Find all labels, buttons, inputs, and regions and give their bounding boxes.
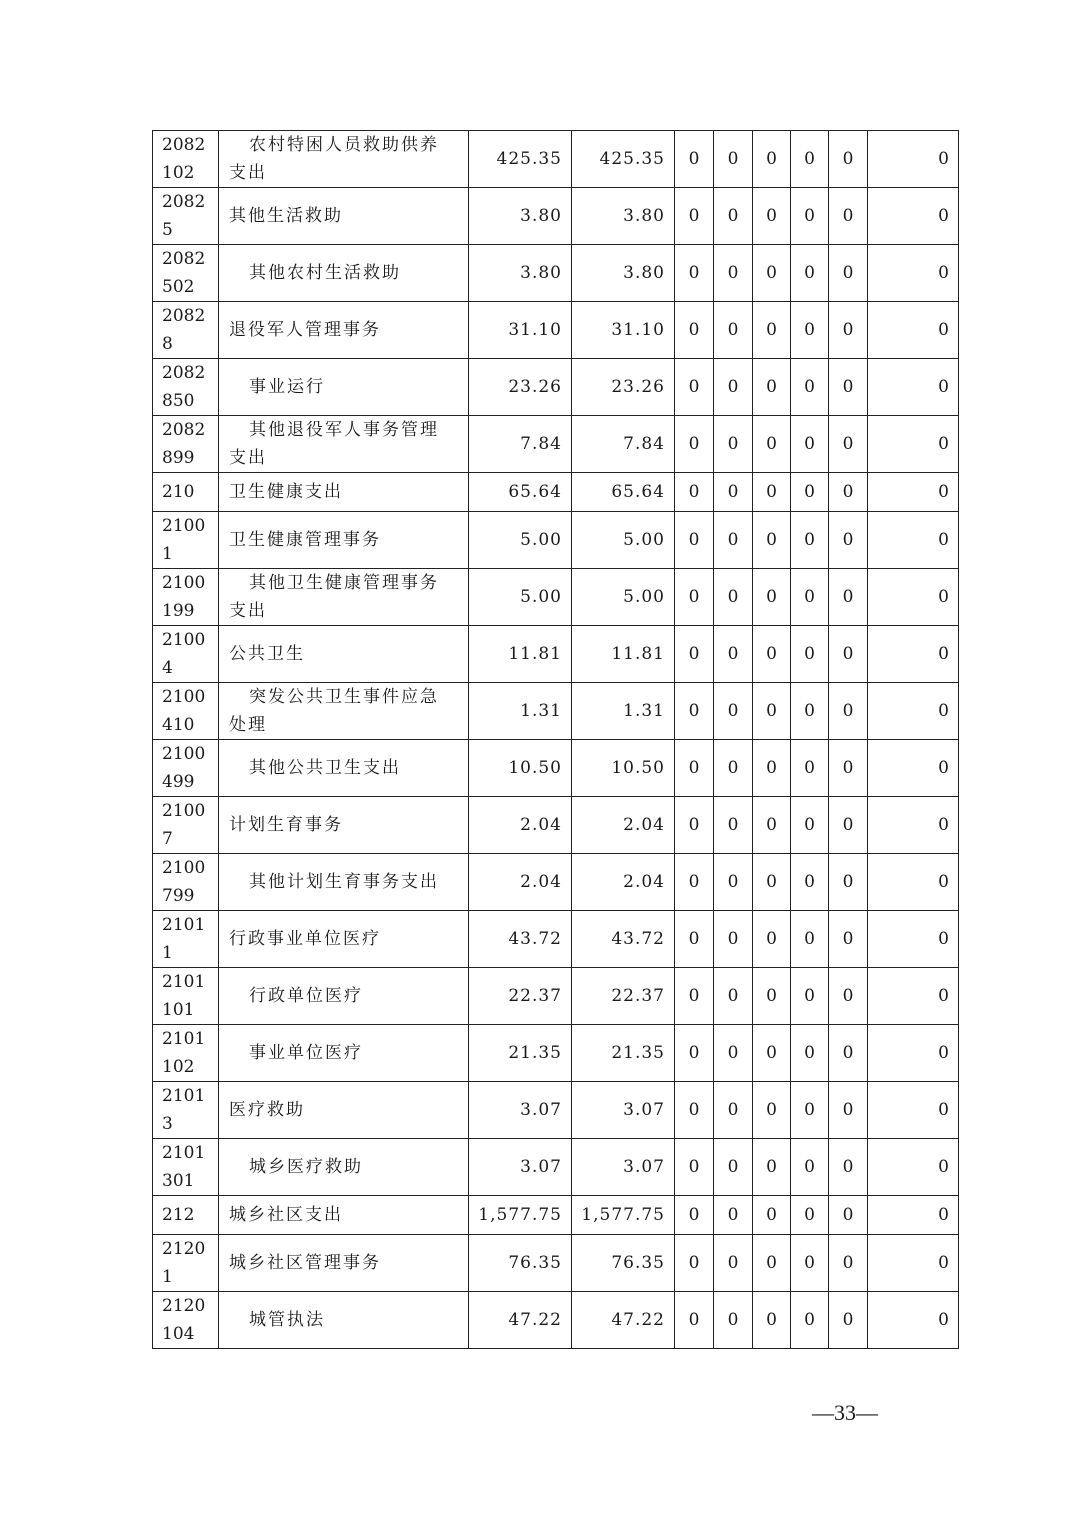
value-cell: 0	[868, 416, 959, 473]
value-cell: 47.22	[572, 1292, 675, 1349]
value-cell: 0	[791, 854, 829, 911]
item-name-text: 退役军人管理事务	[229, 320, 381, 340]
value-cell: 0	[791, 359, 829, 416]
value-cell: 3.80	[572, 188, 675, 245]
value-cell: 0	[753, 512, 791, 569]
table-row	[153, 968, 959, 1025]
item-name-text: 城乡医疗救助	[249, 1157, 363, 1177]
item-name-text: 其他公共卫生支出	[249, 758, 401, 778]
value-cell: 23.26	[572, 359, 675, 416]
table-row	[153, 302, 959, 359]
value-cell: 0	[675, 302, 714, 359]
value-cell: 0	[829, 968, 868, 1025]
value-cell: 0	[753, 1292, 791, 1349]
value-cell: 0	[829, 683, 868, 740]
value-cell: 0	[675, 740, 714, 797]
item-code: 2100 499	[153, 740, 219, 797]
value-cell: 0	[791, 302, 829, 359]
value-cell: 76.35	[469, 1235, 572, 1292]
value-cell: 0	[791, 569, 829, 626]
item-name-text: 城管执法	[249, 1310, 325, 1330]
value-cell: 0	[791, 245, 829, 302]
table-row	[153, 359, 959, 416]
value-cell: 0	[714, 302, 753, 359]
value-cell: 0	[868, 626, 959, 683]
value-cell: 0	[868, 740, 959, 797]
item-name-text: 医疗救助	[229, 1100, 305, 1120]
value-cell: 0	[868, 569, 959, 626]
value-cell: 0	[753, 131, 791, 188]
value-cell: 0	[791, 1235, 829, 1292]
table-row	[153, 569, 959, 626]
value-cell: 0	[829, 359, 868, 416]
page-number: —33—	[812, 1400, 878, 1425]
table-row	[153, 683, 959, 740]
value-cell: 0	[829, 854, 868, 911]
value-cell: 0	[714, 740, 753, 797]
value-cell: 0	[753, 1025, 791, 1082]
value-cell: 65.64	[469, 473, 572, 512]
item-code: 2101 1	[153, 911, 219, 968]
table-row	[153, 626, 959, 683]
item-name	[219, 1139, 469, 1196]
value-cell: 21.35	[572, 1025, 675, 1082]
value-cell: 0	[868, 473, 959, 512]
value-cell: 0	[791, 416, 829, 473]
value-cell: 0	[714, 1196, 753, 1235]
table-row	[153, 245, 959, 302]
value-cell: 0	[791, 473, 829, 512]
value-cell: 1,577.75	[572, 1196, 675, 1235]
value-cell: 0	[868, 188, 959, 245]
table-row	[153, 1196, 959, 1235]
value-cell: 0	[829, 797, 868, 854]
table-row	[153, 188, 959, 245]
value-cell: 0	[868, 1082, 959, 1139]
value-cell: 0	[753, 416, 791, 473]
table-row	[153, 512, 959, 569]
value-cell: 0	[714, 131, 753, 188]
value-cell: 0	[753, 188, 791, 245]
value-cell: 0	[791, 740, 829, 797]
value-cell: 0	[714, 854, 753, 911]
table-row	[153, 131, 959, 188]
item-name-text: 突发公共卫生事件应急 处理	[229, 687, 439, 735]
value-cell: 47.22	[469, 1292, 572, 1349]
value-cell: 0	[753, 911, 791, 968]
value-cell: 0	[714, 359, 753, 416]
value-cell: 0	[791, 188, 829, 245]
value-cell: 0	[791, 911, 829, 968]
value-cell: 0	[868, 968, 959, 1025]
value-cell: 0	[791, 1082, 829, 1139]
item-code: 212	[153, 1196, 219, 1235]
value-cell: 0	[829, 1139, 868, 1196]
table-row	[153, 911, 959, 968]
value-cell: 65.64	[572, 473, 675, 512]
item-name	[219, 473, 469, 512]
value-cell: 0	[829, 416, 868, 473]
value-cell: 0	[714, 683, 753, 740]
value-cell: 0	[868, 1196, 959, 1235]
value-cell: 5.00	[469, 512, 572, 569]
value-cell: 0	[791, 1139, 829, 1196]
value-cell: 31.10	[572, 302, 675, 359]
item-code: 2082 502	[153, 245, 219, 302]
value-cell: 2.04	[572, 854, 675, 911]
value-cell: 7.84	[572, 416, 675, 473]
value-cell: 0	[868, 911, 959, 968]
item-code: 210	[153, 473, 219, 512]
value-cell: 5.00	[572, 512, 675, 569]
value-cell: 3.07	[572, 1082, 675, 1139]
value-cell: 0	[675, 854, 714, 911]
value-cell: 0	[791, 683, 829, 740]
value-cell: 0	[829, 245, 868, 302]
table-row	[153, 1082, 959, 1139]
value-cell: 0	[753, 854, 791, 911]
value-cell: 0	[675, 131, 714, 188]
value-cell: 3.07	[469, 1139, 572, 1196]
value-cell: 0	[753, 245, 791, 302]
value-cell: 0	[868, 302, 959, 359]
item-name	[219, 854, 469, 911]
item-code: 2101 3	[153, 1082, 219, 1139]
value-cell: 2.04	[469, 797, 572, 854]
value-cell: 11.81	[469, 626, 572, 683]
value-cell: 0	[675, 1235, 714, 1292]
table-row	[153, 1292, 959, 1349]
value-cell: 0	[714, 416, 753, 473]
value-cell: 3.07	[469, 1082, 572, 1139]
value-cell: 0	[791, 1196, 829, 1235]
item-name	[219, 1292, 469, 1349]
value-cell: 0	[868, 854, 959, 911]
table-row	[153, 854, 959, 911]
value-cell: 0	[675, 1292, 714, 1349]
value-cell: 43.72	[572, 911, 675, 968]
value-cell: 0	[714, 1235, 753, 1292]
item-code: 2100 799	[153, 854, 219, 911]
value-cell: 3.07	[572, 1139, 675, 1196]
value-cell: 0	[829, 626, 868, 683]
item-name-text: 事业单位医疗	[249, 1043, 363, 1063]
value-cell: 0	[829, 1292, 868, 1349]
value-cell: 1,577.75	[469, 1196, 572, 1235]
value-cell: 0	[829, 473, 868, 512]
value-cell: 0	[753, 683, 791, 740]
table-row	[153, 1139, 959, 1196]
value-cell: 425.35	[469, 131, 572, 188]
value-cell: 21.35	[469, 1025, 572, 1082]
item-name-text: 城乡社区支出	[229, 1205, 343, 1225]
value-cell: 0	[791, 512, 829, 569]
item-name	[219, 359, 469, 416]
value-cell: 0	[753, 359, 791, 416]
value-cell: 0	[791, 797, 829, 854]
value-cell: 0	[714, 1139, 753, 1196]
value-cell: 3.80	[469, 188, 572, 245]
value-cell: 0	[868, 1139, 959, 1196]
value-cell: 10.50	[469, 740, 572, 797]
value-cell: 0	[753, 1082, 791, 1139]
value-cell: 0	[829, 1196, 868, 1235]
item-name-text: 计划生育事务	[229, 815, 343, 835]
table-row	[153, 416, 959, 473]
value-cell: 0	[675, 1025, 714, 1082]
item-code: 2101 101	[153, 968, 219, 1025]
item-code: 2100 410	[153, 683, 219, 740]
item-name-text: 其他计划生育事务支出	[249, 872, 439, 892]
table-row	[153, 473, 959, 512]
item-name-text: 行政单位医疗	[249, 986, 363, 1006]
value-cell: 0	[829, 1235, 868, 1292]
value-cell: 0	[868, 359, 959, 416]
value-cell: 0	[868, 797, 959, 854]
item-name	[219, 1082, 469, 1139]
value-cell: 0	[675, 968, 714, 1025]
value-cell: 0	[753, 968, 791, 1025]
item-name	[219, 968, 469, 1025]
value-cell: 0	[829, 569, 868, 626]
item-code: 2082 899	[153, 416, 219, 473]
value-cell: 0	[714, 245, 753, 302]
value-cell: 0	[791, 968, 829, 1025]
value-cell: 0	[868, 245, 959, 302]
item-name	[219, 188, 469, 245]
item-code: 2100 7	[153, 797, 219, 854]
item-code: 2101 301	[153, 1139, 219, 1196]
value-cell: 2.04	[469, 854, 572, 911]
value-cell: 0	[753, 740, 791, 797]
value-cell: 0	[753, 302, 791, 359]
value-cell: 0	[791, 1025, 829, 1082]
table-body	[153, 131, 959, 1349]
table-row	[153, 1235, 959, 1292]
value-cell: 10.50	[572, 740, 675, 797]
value-cell: 0	[714, 1292, 753, 1349]
value-cell: 22.37	[572, 968, 675, 1025]
value-cell: 0	[675, 1082, 714, 1139]
value-cell: 5.00	[572, 569, 675, 626]
item-code: 2100 199	[153, 569, 219, 626]
value-cell: 0	[714, 1082, 753, 1139]
item-code: 2101 102	[153, 1025, 219, 1082]
item-name-text: 卫生健康管理事务	[229, 530, 381, 550]
value-cell: 0	[753, 1196, 791, 1235]
value-cell: 0	[675, 797, 714, 854]
item-name-text: 事业运行	[249, 377, 325, 397]
item-name-text: 公共卫生	[229, 644, 305, 664]
value-cell: 0	[829, 302, 868, 359]
value-cell: 0	[714, 1025, 753, 1082]
item-name	[219, 131, 469, 188]
table-row	[153, 740, 959, 797]
value-cell: 22.37	[469, 968, 572, 1025]
item-name	[219, 797, 469, 854]
item-name-text: 其他生活救助	[229, 206, 343, 226]
value-cell: 0	[829, 512, 868, 569]
value-cell: 23.26	[469, 359, 572, 416]
value-cell: 0	[675, 911, 714, 968]
value-cell: 0	[753, 626, 791, 683]
item-name	[219, 1025, 469, 1082]
value-cell: 0	[714, 968, 753, 1025]
value-cell: 0	[829, 188, 868, 245]
value-cell: 43.72	[469, 911, 572, 968]
value-cell: 0	[868, 1235, 959, 1292]
item-name	[219, 683, 469, 740]
budget-table	[152, 130, 959, 1349]
item-name-text: 城乡社区管理事务	[229, 1253, 381, 1273]
value-cell: 0	[829, 1082, 868, 1139]
value-cell: 0	[675, 683, 714, 740]
item-name	[219, 1196, 469, 1235]
table-row	[153, 797, 959, 854]
item-name	[219, 245, 469, 302]
value-cell: 1.31	[469, 683, 572, 740]
value-cell: 0	[675, 359, 714, 416]
value-cell: 2.04	[572, 797, 675, 854]
value-cell: 0	[675, 1196, 714, 1235]
value-cell: 0	[868, 683, 959, 740]
value-cell: 0	[791, 1292, 829, 1349]
item-name-text: 行政事业单位医疗	[229, 929, 381, 949]
value-cell: 0	[868, 512, 959, 569]
item-code: 2082 102	[153, 131, 219, 188]
item-name	[219, 911, 469, 968]
value-cell: 31.10	[469, 302, 572, 359]
item-name	[219, 569, 469, 626]
value-cell: 0	[714, 512, 753, 569]
item-name	[219, 416, 469, 473]
value-cell: 0	[753, 1139, 791, 1196]
value-cell: 0	[675, 245, 714, 302]
item-code: 2120 1	[153, 1235, 219, 1292]
value-cell: 0	[829, 131, 868, 188]
value-cell: 0	[675, 626, 714, 683]
value-cell: 0	[829, 911, 868, 968]
item-name-text: 其他卫生健康管理事务 支出	[229, 573, 439, 621]
item-name	[219, 626, 469, 683]
value-cell: 0	[753, 797, 791, 854]
item-name	[219, 740, 469, 797]
value-cell: 7.84	[469, 416, 572, 473]
item-name-text: 其他农村生活救助	[249, 263, 401, 283]
value-cell: 0	[714, 188, 753, 245]
value-cell: 3.80	[469, 245, 572, 302]
value-cell: 0	[868, 1025, 959, 1082]
table-row	[153, 1025, 959, 1082]
item-name	[219, 1235, 469, 1292]
value-cell: 11.81	[572, 626, 675, 683]
value-cell: 1.31	[572, 683, 675, 740]
value-cell: 0	[675, 416, 714, 473]
value-cell: 0	[791, 626, 829, 683]
item-code: 2082 5	[153, 188, 219, 245]
value-cell: 0	[675, 188, 714, 245]
item-code: 2120 104	[153, 1292, 219, 1349]
value-cell: 0	[868, 131, 959, 188]
value-cell: 76.35	[572, 1235, 675, 1292]
value-cell: 0	[714, 569, 753, 626]
value-cell: 0	[675, 512, 714, 569]
value-cell: 3.80	[572, 245, 675, 302]
item-code: 2100 4	[153, 626, 219, 683]
value-cell: 0	[714, 911, 753, 968]
value-cell: 0	[714, 797, 753, 854]
item-code: 2100 1	[153, 512, 219, 569]
item-name-text: 卫生健康支出	[229, 482, 343, 502]
value-cell: 0	[791, 131, 829, 188]
item-name-text: 农村特困人员救助供养 支出	[229, 135, 439, 183]
item-name	[219, 512, 469, 569]
value-cell: 0	[714, 626, 753, 683]
value-cell: 425.35	[572, 131, 675, 188]
value-cell: 0	[675, 1139, 714, 1196]
value-cell: 0	[753, 569, 791, 626]
item-code: 2082 8	[153, 302, 219, 359]
value-cell: 0	[868, 1292, 959, 1349]
value-cell: 0	[829, 740, 868, 797]
value-cell: 0	[675, 473, 714, 512]
value-cell: 5.00	[469, 569, 572, 626]
item-name	[219, 302, 469, 359]
value-cell: 0	[753, 473, 791, 512]
item-name-text: 其他退役军人事务管理 支出	[229, 420, 439, 468]
value-cell: 0	[829, 1025, 868, 1082]
value-cell: 0	[675, 569, 714, 626]
value-cell: 0	[714, 473, 753, 512]
item-code: 2082 850	[153, 359, 219, 416]
value-cell: 0	[753, 1235, 791, 1292]
